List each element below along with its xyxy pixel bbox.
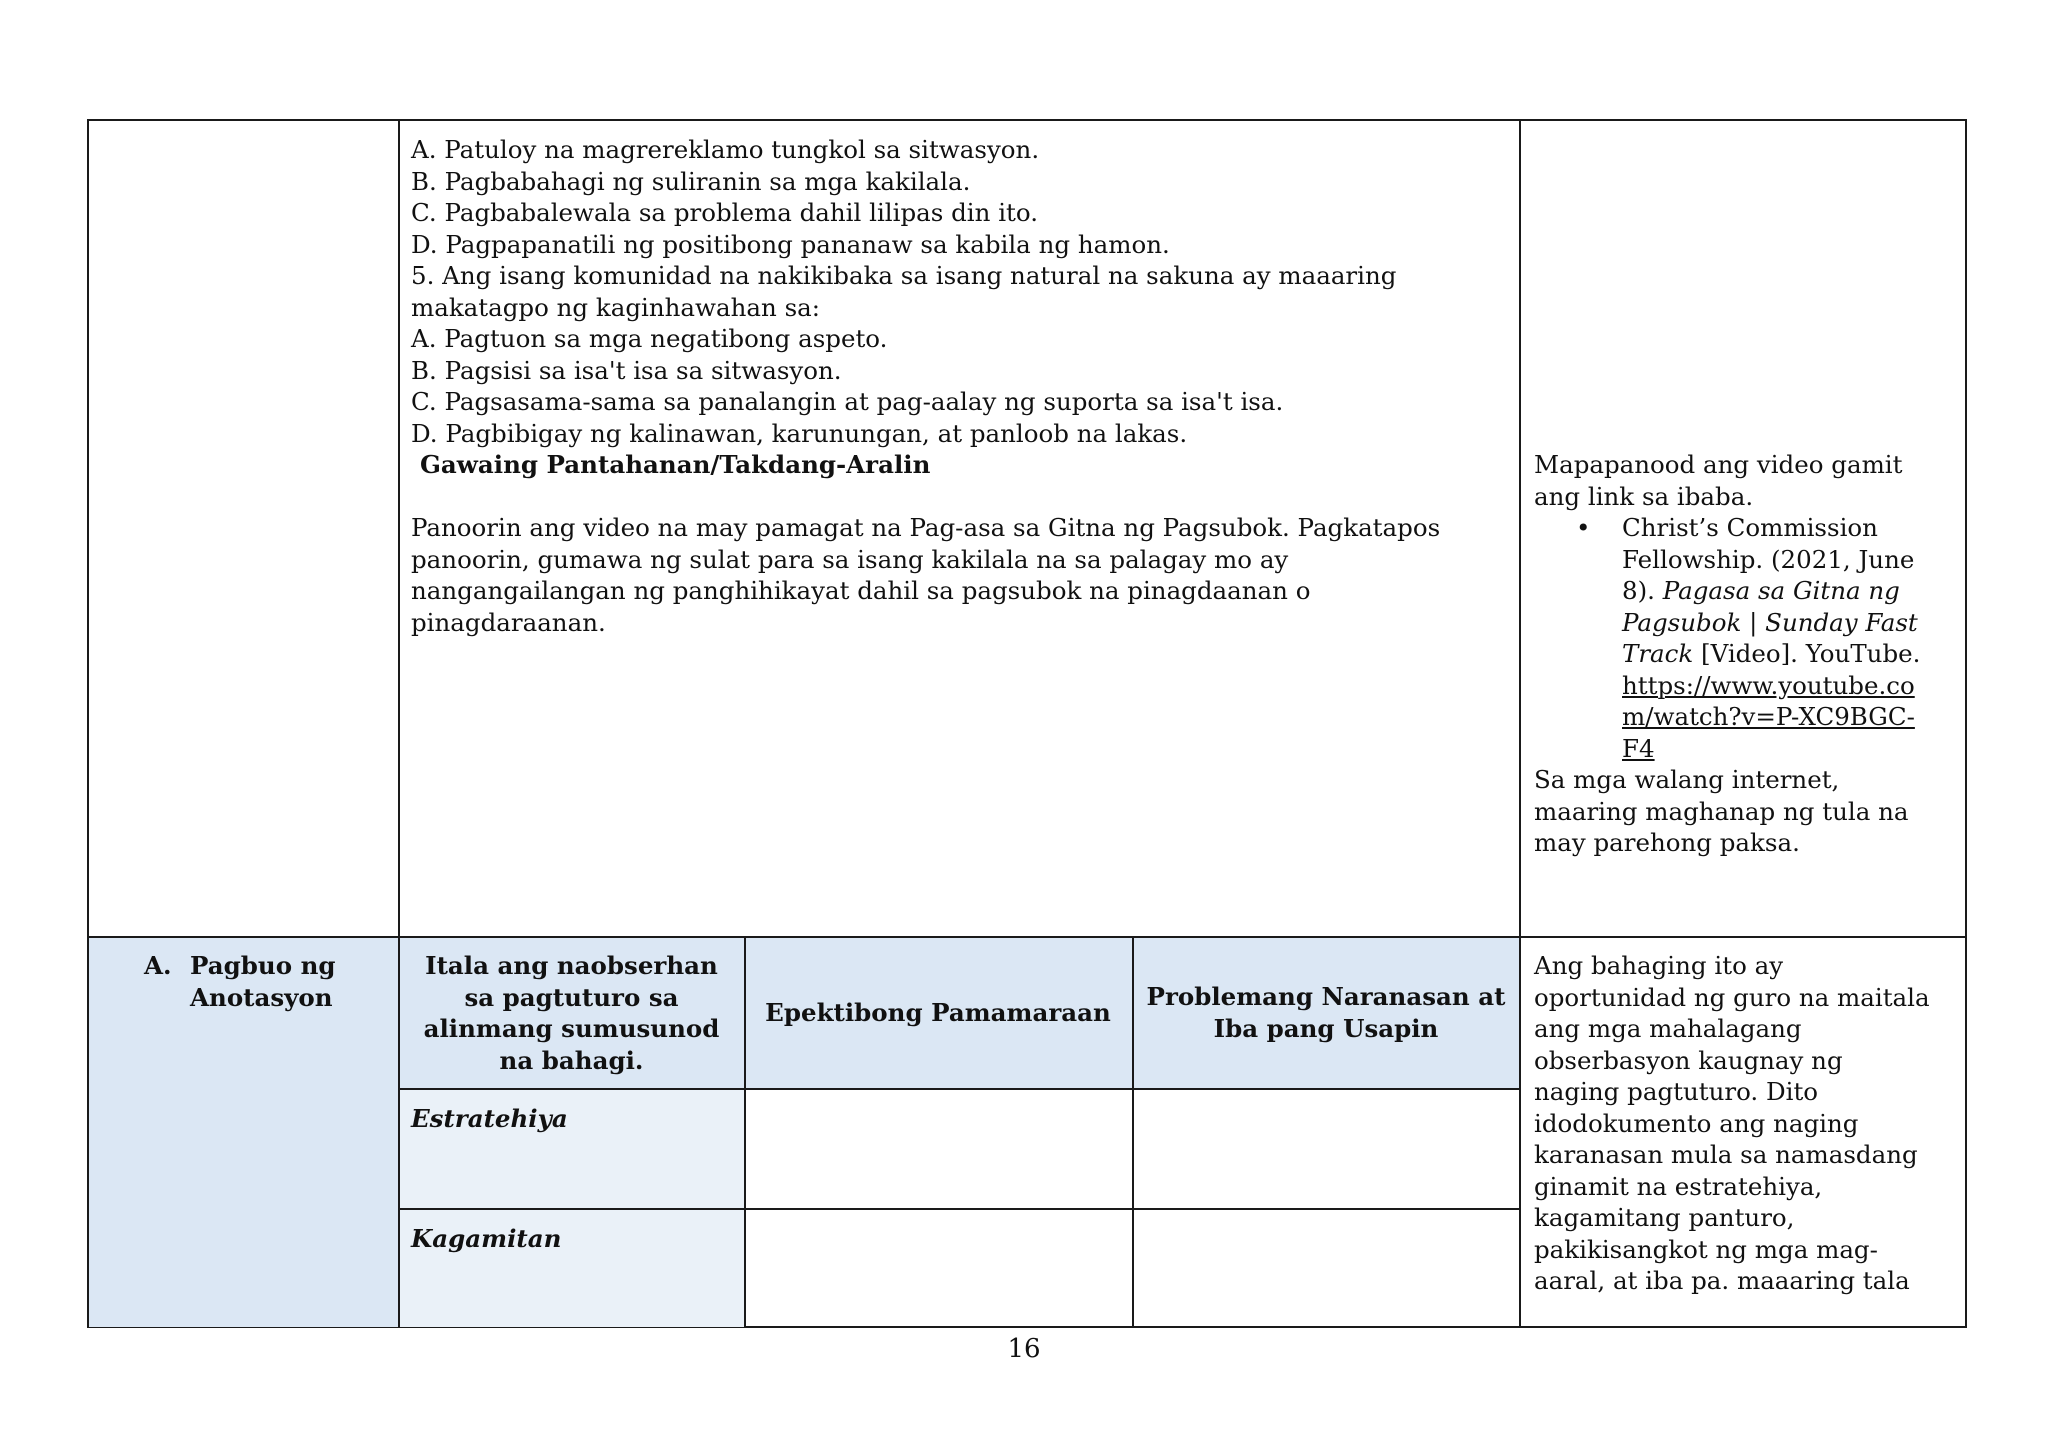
quiz-choices xyxy=(411,134,1511,638)
quiz-line: D. Pagpapanatili ng positibong pananaw sa kabila ng hamon. xyxy=(411,229,1170,259)
kagamitan-problems-cell[interactable] xyxy=(1134,1211,1519,1327)
divider xyxy=(1519,121,1521,1327)
homework-line: panoorin, gumawa ng sulat para sa isang kakilala na sa palagay mo ay xyxy=(411,544,1289,574)
quiz-line: B. Pagbabahagi ng suliranin sa mga kakilala. xyxy=(411,166,971,196)
video-link[interactable]: F4 xyxy=(1622,733,1655,763)
section-marker: A. xyxy=(144,951,172,980)
divider xyxy=(89,936,1966,938)
notes-line: ang link sa ibaba. xyxy=(1534,481,1754,511)
quiz-line: B. Pagsisi sa isa't isa sa sitwasyon. xyxy=(411,355,842,385)
quiz-line: C. Pagsasama-sama sa panalangin at pag-aalay ng suporta sa isa't isa. xyxy=(411,387,1284,416)
reference-line: Christ’s Commission xyxy=(1622,513,1878,542)
quiz-line: A. Patuloy na magrereklamo tungkol sa sitwasyon. xyxy=(411,135,1040,164)
resource-notes xyxy=(1534,449,1964,859)
estratehiya-problems-cell[interactable] xyxy=(1134,1091,1519,1208)
header-observed: Itala ang naobserhan sa pagtuturo sa alinmang sumusunod na bahagi. xyxy=(423,951,720,1075)
quiz-line: makatagpo ng kaginhawahan sa: xyxy=(411,292,820,322)
row-label-estratehiya: Estratehiya xyxy=(411,1104,568,1133)
divider xyxy=(398,121,400,1327)
video-link[interactable]: m/watch?v=P-XC9BGC- xyxy=(1622,702,1915,731)
quiz-line: 5. Ang isang komunidad na nakikibaka sa isang natural na sakuna ay maaaring xyxy=(411,261,1397,290)
bullet-icon: • xyxy=(1576,513,1591,542)
lesson-plan-table xyxy=(87,119,1967,1328)
reference-line: 8). Pagasa sa Gitna ng xyxy=(1622,576,1900,605)
annotation-notes: Ang bahaging ito ay oportunidad ng guro na maitala ang mga mahalagang obserbasyon kaugnay ng naging pagtuturo. Dito idodokumento ang naging karanasan mula sa namasdang ginamit na estratehiya, kagamitang panturo, pakikisangkot ng mga mag- aaral, at iba pa. maaaring tala xyxy=(1534,951,1930,1295)
quiz-line: A. Pagtuon sa mga negatibong aspeto. xyxy=(411,324,888,353)
video-link[interactable]: https://www.youtube.co xyxy=(1622,670,1915,700)
notes-line: maaring maghanap ng tula na xyxy=(1534,796,1909,826)
kagamitan-effective-cell[interactable] xyxy=(746,1211,1132,1327)
reference-line: Pagsubok | Sunday Fast xyxy=(1622,607,1918,637)
section-title-line: Pagbuo ng xyxy=(190,951,336,980)
header-problems: Problemang Naranasan at Iba pang Usapin xyxy=(1146,982,1506,1043)
quiz-line: D. Pagbibigay ng kalinawan, karunungan, at panloob na lakas. xyxy=(411,418,1188,448)
estratehiya-effective-cell[interactable] xyxy=(746,1091,1132,1208)
header-effective: Epektibong Pamamaraan xyxy=(765,998,1111,1027)
page-number: 16 xyxy=(1007,1334,1041,1364)
homework-line: nangangailangan ng panghihikayat dahil sa pagsubok na pinagdaanan o xyxy=(411,576,1311,605)
notes-line: may parehong paksa. xyxy=(1534,828,1800,857)
quiz-line: C. Pagbabalewala sa problema dahil lilipas din ito. xyxy=(411,198,1038,227)
notes-line: Mapapanood ang video gamit xyxy=(1534,450,1903,479)
reference-line: Track [Video]. YouTube. xyxy=(1622,639,1921,668)
reference-line: Fellowship. (2021, June xyxy=(1622,544,1915,574)
row-label-kagamitan: Kagamitan xyxy=(411,1224,562,1253)
section-title xyxy=(144,950,394,1013)
homework-heading: Gawaing Pantahanan/Takdang-Aralin xyxy=(420,450,931,479)
homework-line: Panoorin ang video na may pamagat na Pag-asa sa Gitna ng Pagsubok. Pagkatapos xyxy=(411,513,1441,542)
reference-bullet xyxy=(1534,512,1964,764)
section-title-line: Anotasyon xyxy=(190,982,333,1012)
homework-line: pinagdaraanan. xyxy=(411,607,606,637)
notes-line: Sa mga walang internet, xyxy=(1534,765,1840,794)
